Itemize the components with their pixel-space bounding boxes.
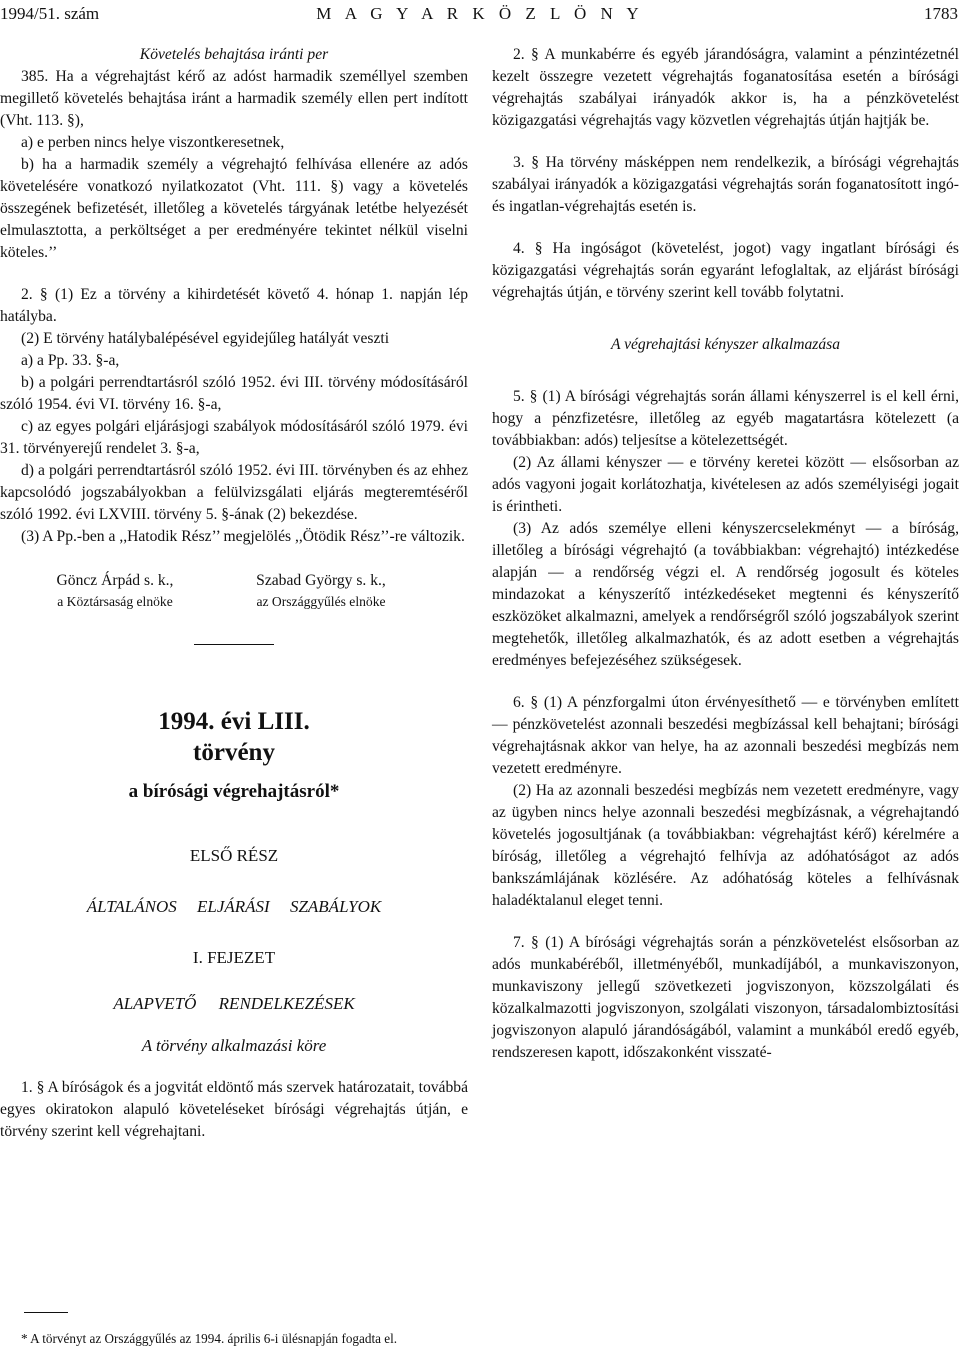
- signature-speaker: [206, 570, 436, 612]
- paragraph: 7. § (1) A bírósági végrehajtás során a pénzkövetelést elsősorban az adós munkabéréből, illetményéből, munkadíjából, a munkaviszonyon, munkaviszony jellegű szövetkezeti jogviszonyon, közszolgálati és közalkalmazotti jogviszonyon, szolgálati viszonyon, társadalombiztosítási jogviszonyon alapuló járandóságából, valamint a munkából eredő egyéb, rendszeresen kapott, időszakonként visszaté-: [492, 934, 959, 1061]
- paragraph: d) a polgári perrendtartásról szóló 1952. évi III. törvényben és az ehhez kapcsolódó jogszabályokban a felülvizsgálati eljárás megteremtéséről szóló 1992. évi LXVIII. törvény 5. §-ának (2) bekezdése.: [0, 462, 468, 523]
- separator-rule: [194, 644, 274, 645]
- part-heading: ELSŐ RÉSZ: [189, 846, 279, 865]
- paragraph: (2) Az állami kényszer — e törvény keretei között — elsősorban az adós vagyoni jogait korlátozhatja, kivételesen az adós személyiségi jogait is érintheti.: [492, 454, 959, 515]
- paragraph: a) e perben nincs helye viszontkeresetnek,: [21, 134, 285, 151]
- paragraph: c) az egyes polgári eljárásjogi szabályok módosításáról szóló 1979. évi 31. törvényerejű rendelet 3. §-a,: [0, 418, 468, 457]
- page-number: 1783: [924, 4, 958, 23]
- law-number: 1994. évi LIII.: [158, 708, 310, 735]
- page-header: [0, 4, 960, 28]
- paragraph: 5. § (1) A bírósági végrehajtás során állami kényszerrel is el kell érni, hogy a pénzfizetésre, illetőleg az egyéb magatartásra kötelezett (a továbbiakban: adós) teljesítse a kötelezettségét.: [492, 388, 959, 449]
- left-column: [0, 44, 468, 1143]
- paragraph: (2) Ha az azonnali beszedési megbízás nem vezetett eredményre, vagy az ügyben nincs helye azonnali beszedési megbízásnak, a végrehajtandó követelés jogosultjának (a továbbiakban: végrehajtást kérő) kérelmére a bíróság, illetőleg a végrehajtó felhívja az adóhatóságot az adós bankszámlájának közlésére. Az adóhatóság köteles a felhívásnak haladéktalanul eleget tenni.: [492, 782, 959, 909]
- right-column: [492, 44, 959, 1064]
- signatory-name: Göncz Árpád s. k.,: [56, 572, 174, 589]
- paragraph: 1. § A bíróságok és a jogvitát eldöntő más szervek határozatait, továbbá egyes okiratokon alapuló követeléseket bírósági végrehajtás útján, e törvény szerint kell végrehajtani.: [0, 1079, 468, 1140]
- paragraph: (3) A Pp.-ben a ,,Hatodik Rész’’ megjelölés ,,Ötödik Rész’’-re változik.: [21, 528, 465, 545]
- signatory-name: Szabad György s. k.,: [256, 572, 386, 589]
- paragraph: 2. § A munkabérre és egyéb járandóságra, valamint a pénzintézetnél kezelt összegre vezetett végrehajtás foganatosítása esetén a bírósági végrehajtás szabályai irányadók akkor is, ha a pénzkövetelést közigazgatási végrehajtás vagy közvetlen végrehajtás útján hajtják be.: [492, 46, 959, 129]
- section-heading: A törvény alkalmazási köre: [141, 1036, 327, 1055]
- footnote: * A törvényt az Országgyűlés az 1994. április 6-i ülésnapján fogadta el.: [21, 1331, 398, 1347]
- part-title: ÁLTALÁNOS ELJÁRÁSI SZABÁLYOK: [86, 897, 382, 916]
- signatures: [0, 570, 468, 618]
- paragraph: b) ha a harmadik személy a végrehajtó felhívása ellenére az adós követelésére vonatkozó nyilatkozatot (Vht. 111. §) vagy a követelés összegének befizetését, illetőleg a követelés tárgyának letétbe helyezését elmulasztotta, a perköltséget a per eredményére tekintet nélkül viselni köteles.’’: [0, 156, 468, 261]
- chapter-title: ALAPVETŐ RENDELKEZÉSEK: [113, 994, 355, 1013]
- paragraph: 4. § Ha ingóságot (követelést, jogot) vagy ingatlant bírósági és közigazgatási végrehajtás során egyaránt lefoglaltak, az eljárást bírósági végrehajtás útján, e törvény szerint kell tovább folytatni.: [492, 240, 959, 301]
- chapter-heading: I. FEJEZET: [192, 948, 276, 967]
- paragraph: 385. Ha a végrehajtást kérő az adóst harmadik személlyel szemben megillető követelés behajtása iránt a harmadik személy ellen pert indított (Vht. 113. §),: [0, 68, 468, 129]
- law-subject: a bírósági végrehajtásról*: [128, 781, 340, 802]
- section-heading: Követelés behajtása iránti per: [139, 46, 329, 63]
- signature-president: [0, 570, 230, 612]
- paragraph: 2. § (1) Ez a törvény a kihirdetését követő 4. hónap 1. napján lép hatályba.: [0, 286, 468, 325]
- paragraph: 6. § (1) A pénzforgalmi úton érvényesíthető — e törvényben említett — pénzkövetelést azonnali beszedési megbízással kell behajtani; bírósági végrehajtásnak akkor van helye, ha az azonnali beszedési megbízás nem vezetett eredményre.: [492, 694, 959, 777]
- section-heading: A végrehajtási kényszer alkalmazása: [610, 336, 841, 353]
- paragraph: (2) E törvény hatálybalépésével egyidejűleg hatályát veszti: [21, 330, 390, 347]
- journal-title: M A G Y A R K Ö Z L Ö N Y: [316, 4, 644, 23]
- issue-number: 1994/51. szám: [0, 4, 100, 23]
- paragraph: (3) Az adós személye elleni kényszercselekményt — a bíróság, illetőleg a bírósági végrehajtó (a továbbiakban: végrehajtó) intézkedése alapján — a rendőrség végzi el. A rendőrség jogosult és köteles mindazokat a kényszerítő intézkedéseket megtenni és kényszerítő eszközöket alkalmazni, amelyek a rendőrségről szóló jogszabályok szerint megtehetők, illetőleg alkalmazhatók, és az adott esetben a végrehajtás eredményes befejezéséhez szükségesek.: [492, 520, 959, 669]
- paragraph: b) a polgári perrendtartásról szóló 1952. évi III. törvény módosításáról szóló 1954. évi VI. törvény 16. §-a,: [0, 374, 468, 413]
- footnote-rule: [24, 1312, 68, 1313]
- paragraph: 3. § Ha törvény másképpen nem rendelkezik, a bírósági végrehajtás szabályai irányadók a közigazgatási végrehajtás során foganatosított ingó- és ingatlan-végrehajtás esetén is.: [492, 154, 959, 215]
- signatory-role: az Országgyűlés elnöke: [256, 594, 386, 609]
- paragraph: a) a Pp. 33. §-a,: [21, 352, 120, 369]
- law-word: törvény: [193, 739, 275, 766]
- signatory-role: a Köztársaság elnöke: [57, 594, 173, 609]
